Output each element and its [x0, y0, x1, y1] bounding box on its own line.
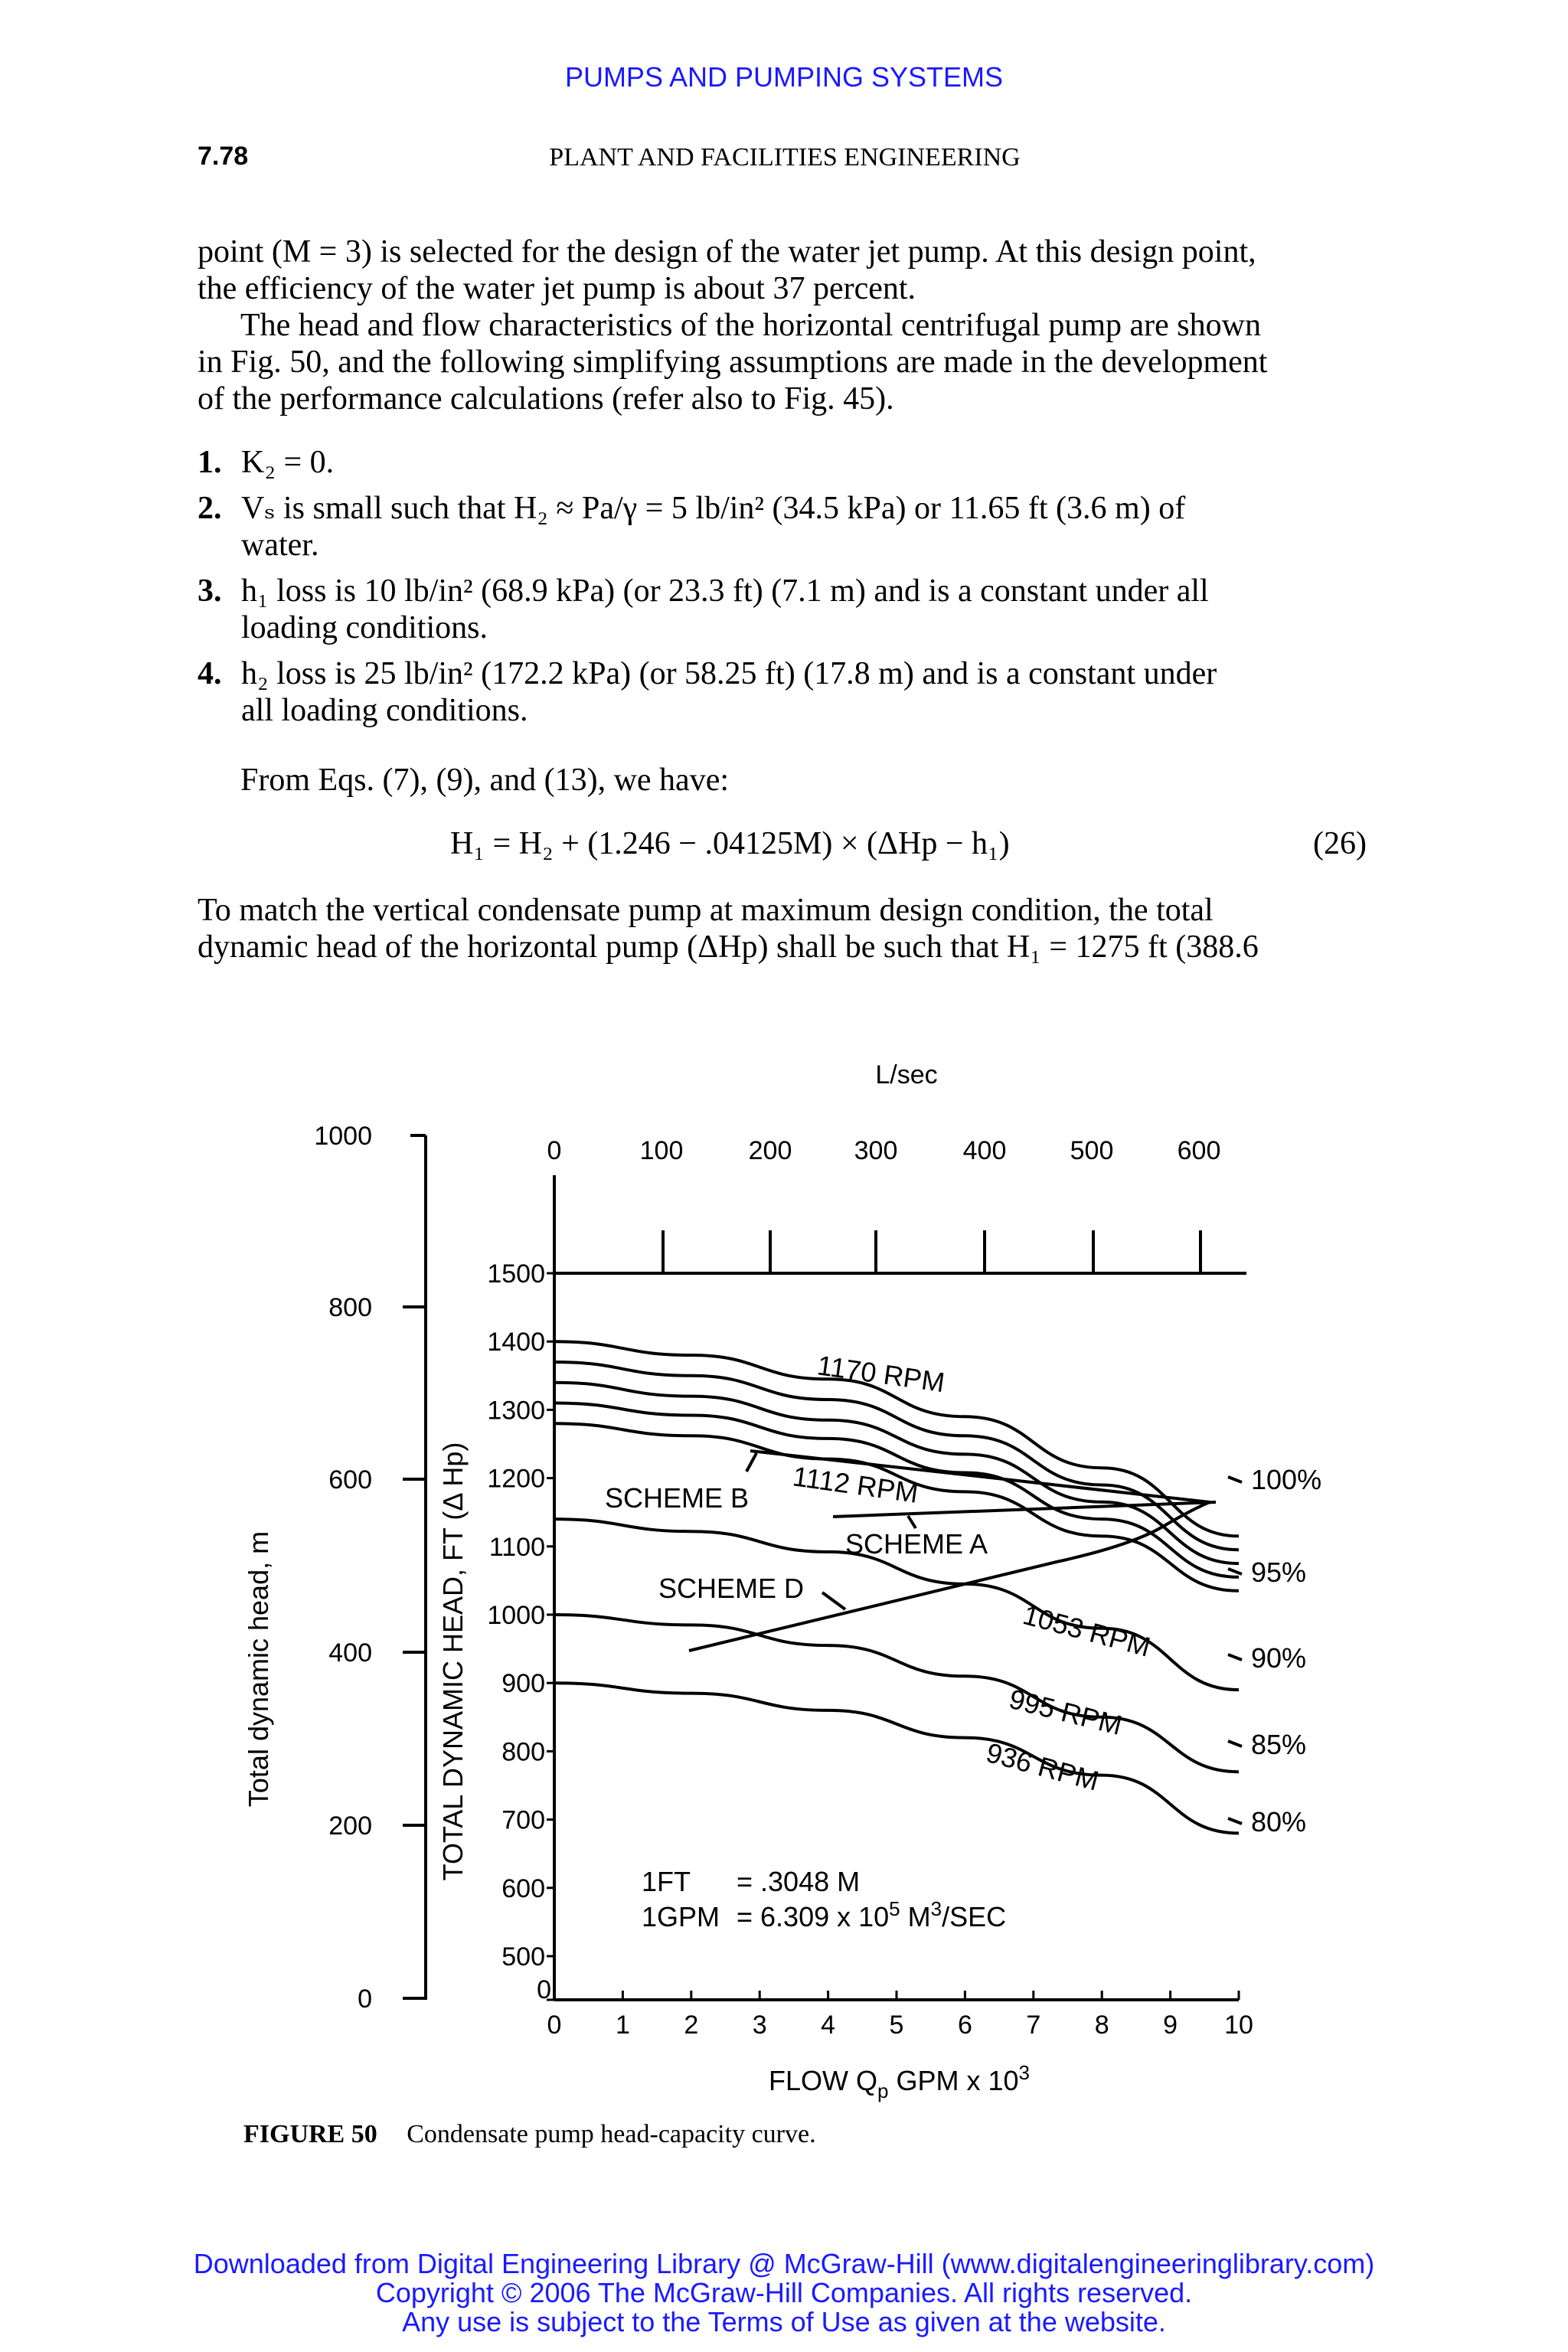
- x-tick-label: 0: [547, 2011, 562, 2040]
- outer-tick-label: 0: [358, 1984, 372, 2014]
- list-number: 2.: [198, 491, 222, 526]
- scheme-b-label: SCHEME B: [605, 1482, 750, 1514]
- y-tick-label: 1400: [487, 1328, 545, 1357]
- list-number: 1.: [198, 445, 222, 480]
- footer-notice: [0, 2249, 1568, 2337]
- x-tick-label: 10: [1224, 2011, 1253, 2040]
- outer-tick-label: 400: [328, 1638, 372, 1668]
- y-tick-label: 1300: [487, 1396, 545, 1426]
- caption-label: FIGURE 50: [243, 2120, 377, 2148]
- conversion-ft-right: = .3048 M: [737, 1866, 861, 1897]
- x-tick-label: 6: [957, 2011, 972, 2040]
- figure-caption: [243, 2120, 816, 2149]
- top-tick-label: 500: [1070, 1136, 1114, 1165]
- percent-label-80: 80%: [1251, 1806, 1307, 1838]
- percent-label-90: 90%: [1251, 1642, 1307, 1674]
- y-tick-label: 1200: [487, 1464, 545, 1494]
- conversion-ft-left: 1FT: [642, 1866, 691, 1897]
- paragraph-4-line-1: To match the vertical condensate pump at maximum design condition, the total: [198, 893, 1214, 928]
- paragraph-1-line-2: the efficiency of the water jet pump is about 37 percent.: [198, 271, 916, 306]
- list-text: loading conditions.: [241, 610, 488, 645]
- y-tick-label: 900: [501, 1669, 545, 1699]
- curve-label-995-rpm: 995 RPM: [1006, 1682, 1125, 1742]
- scheme-d-label: SCHEME D: [658, 1573, 805, 1604]
- y-tick-label: 700: [501, 1805, 545, 1835]
- x-tick-label: 2: [684, 2011, 699, 2040]
- x-tick-label: 1: [615, 2011, 630, 2040]
- paragraph-4-line-2: dynamic head of the horizontal pump (ΔHp) shall be such that H₁ = 1275 ft (388.6: [198, 929, 1259, 965]
- y-tick-label: 500: [501, 1942, 545, 1971]
- y-tick-label: 600: [501, 1873, 545, 1903]
- list-text: water.: [241, 528, 319, 563]
- x-tick-label: 5: [889, 2011, 904, 2040]
- conversion-gpm-left: 1GPM: [642, 1901, 720, 1932]
- list-text: Vₛ is small such that H₂ ≈ Pa/γ = 5 lb/in² (34.5 kPa) or 11.65 ft (3.6 m) of: [241, 491, 1186, 526]
- percent-leader: [1228, 1655, 1242, 1660]
- paragraph-1-line-1: point (M = 3) is selected for the design of the water jet pump. At this design point,: [198, 234, 1256, 270]
- top-tick-label: 100: [639, 1136, 684, 1165]
- list-number: 4.: [198, 656, 222, 691]
- inner-axis-title: TOTAL DYNAMIC HEAD, FT (Δ Hp): [437, 1442, 469, 1881]
- paragraph-3: From Eqs. (7), (9), and (13), we have:: [240, 763, 729, 798]
- x-tick-label: 4: [821, 2011, 836, 2040]
- y-tick-label: 1100: [488, 1532, 545, 1562]
- percent-label-85: 85%: [1251, 1729, 1307, 1760]
- curve-label-936-rpm: 936 RPM: [982, 1736, 1102, 1797]
- y-tick-label: 800: [501, 1737, 545, 1767]
- scheme-a-label: SCHEME A: [845, 1528, 988, 1560]
- percent-leader: [1228, 1477, 1242, 1482]
- outer-tick-label: 200: [328, 1811, 372, 1841]
- top-tick-label: 600: [1177, 1136, 1221, 1165]
- top-axis-title: L/sec: [875, 1060, 938, 1089]
- figure-50-chart: [0, 1034, 1568, 2182]
- footer-line-2: Copyright © 2006 The McGraw-Hill Companies. All rights reserved.: [375, 2277, 1193, 2308]
- paragraph-2-line-3: of the performance calculations (refer also to Fig. 45).: [198, 381, 894, 416]
- list-text: K₂ = 0.: [241, 445, 335, 480]
- scheme-d-leader: [822, 1592, 845, 1609]
- equation-number: (26): [1313, 826, 1367, 861]
- running-head: PLANT AND FACILITIES ENGINEERING: [549, 143, 1021, 172]
- x-tick-label: 8: [1094, 2011, 1109, 2040]
- x-axis-title: FLOW $Q_p$ GPM x $10^3$: [769, 2061, 1030, 2102]
- x-tick-label: 7: [1026, 2011, 1041, 2040]
- paragraph-2-line-2: in Fig. 50, and the following simplifying assumptions are made in the development: [198, 345, 1268, 380]
- percent-leader: [1228, 1818, 1242, 1824]
- top-tick-label: 400: [962, 1136, 1007, 1165]
- top-tick-label: 0: [547, 1136, 562, 1165]
- y-tick-label: 1000: [487, 1601, 545, 1630]
- curve-label-1053-rpm: 1053 RPM: [1019, 1599, 1154, 1663]
- caption-text: Condensate pump head-capacity curve.: [407, 2120, 816, 2148]
- scheme-b-leader: [746, 1453, 756, 1472]
- equation: H₁ = H₂ + (1.246 − .04125M) × (ΔHp − h₁): [450, 826, 1010, 861]
- scheme-a-leader: [908, 1516, 916, 1528]
- footer-line-1: Downloaded from Digital Engineering Library @ McGraw-Hill (www.digitalengineeringlibrary.com): [193, 2248, 1375, 2279]
- page-number: 7.78: [198, 142, 249, 171]
- list-number: 3.: [198, 573, 222, 609]
- percent-leader: [1228, 1569, 1242, 1574]
- footer-line-3: Any use is subject to the Terms of Use as given at the website.: [402, 2306, 1166, 2337]
- outer-tick-label: 1000: [314, 1122, 372, 1151]
- percent-label-95: 95%: [1251, 1557, 1307, 1588]
- y-tick-label: 0: [537, 1975, 551, 2004]
- percent-label-100: 100%: [1251, 1464, 1322, 1495]
- list-text: h₂ loss is 25 lb/in² (172.2 kPa) (or 58.25 ft) (17.8 m) and is a constant under: [241, 656, 1217, 691]
- top-tick-label: 300: [854, 1136, 898, 1165]
- paragraph-2-line-1: The head and flow characteristics of the horizontal centrifugal pump are shown: [240, 308, 1261, 343]
- head-curve-8: [554, 1683, 1239, 1833]
- x-tick-label: 3: [752, 2011, 767, 2040]
- outer-axis-title: Total dynamic head, m: [243, 1530, 274, 1808]
- curve-label-1112-rpm: 1112 RPM: [790, 1460, 920, 1509]
- list-text: all loading conditions.: [241, 693, 528, 728]
- watermark-title: PUMPS AND PUMPING SYSTEMS: [564, 61, 1004, 93]
- y-tick-label: 1500: [487, 1259, 545, 1289]
- outer-tick-label: 600: [328, 1465, 372, 1494]
- x-tick-label: 9: [1163, 2011, 1178, 2040]
- list-text: h₁ loss is 10 lb/in² (68.9 kPa) (or 23.3 ft) (7.1 m) and is a constant under all: [241, 573, 1209, 609]
- curve-label-1170-rpm: 1170 RPM: [815, 1349, 947, 1399]
- conversion-gpm-right: = 6.309 x $10^5$ $M^3$/SEC: [737, 1897, 1007, 1932]
- percent-leader: [1228, 1741, 1242, 1746]
- outer-tick-label: 800: [328, 1293, 372, 1322]
- top-tick-label: 200: [748, 1136, 792, 1165]
